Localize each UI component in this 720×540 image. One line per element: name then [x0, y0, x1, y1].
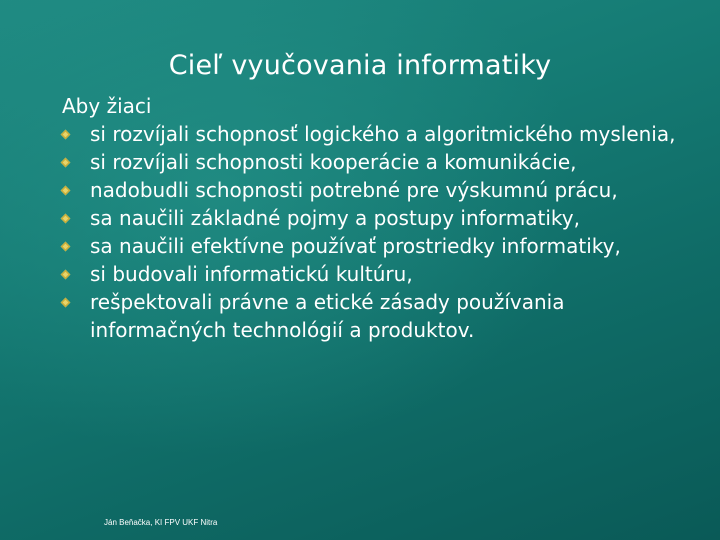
list-item	[62, 204, 682, 232]
intro-text: Aby žiaci	[62, 94, 152, 118]
list-item-text: sa naučili efektívne používať prostriedky informatiky,	[90, 234, 621, 258]
list-item-text: rešpektovali právne a etické zásady používania informačných technológií a produktov.	[90, 290, 565, 342]
diamond-bullet-icon	[61, 158, 71, 168]
list-item-text: si rozvíjali schopnosť logického a algoritmického myslenia,	[90, 122, 676, 146]
list-item	[62, 120, 682, 148]
slide-title	[0, 50, 720, 81]
list-item-text: si rozvíjali schopnosti kooperácie a komunikácie,	[90, 150, 577, 174]
diamond-bullet-icon	[61, 298, 71, 308]
diamond-bullet-icon	[61, 186, 71, 196]
diamond-bullet-icon	[61, 242, 71, 252]
list-item-text: sa naučili základné pojmy a postupy informatiky,	[90, 206, 580, 230]
list-item	[62, 176, 682, 204]
list-item-text: nadobudli schopnosti potrebné pre výskumnú prácu,	[90, 178, 618, 202]
footer-credit: Ján Beňačka, KI FPV UKF Nitra	[104, 518, 218, 527]
diamond-bullet-icon	[61, 214, 71, 224]
list-item-text: si budovali informatickú kultúru,	[90, 262, 413, 286]
list-item	[62, 288, 682, 344]
list-item	[62, 148, 682, 176]
list-item	[62, 260, 682, 288]
list-item	[62, 232, 682, 260]
diamond-bullet-icon	[61, 130, 71, 140]
slide-title-text: Cieľ vyučovania informatiky	[168, 50, 552, 81]
slide-content	[62, 92, 682, 344]
bullet-list	[62, 120, 682, 344]
diamond-bullet-icon	[61, 270, 71, 280]
